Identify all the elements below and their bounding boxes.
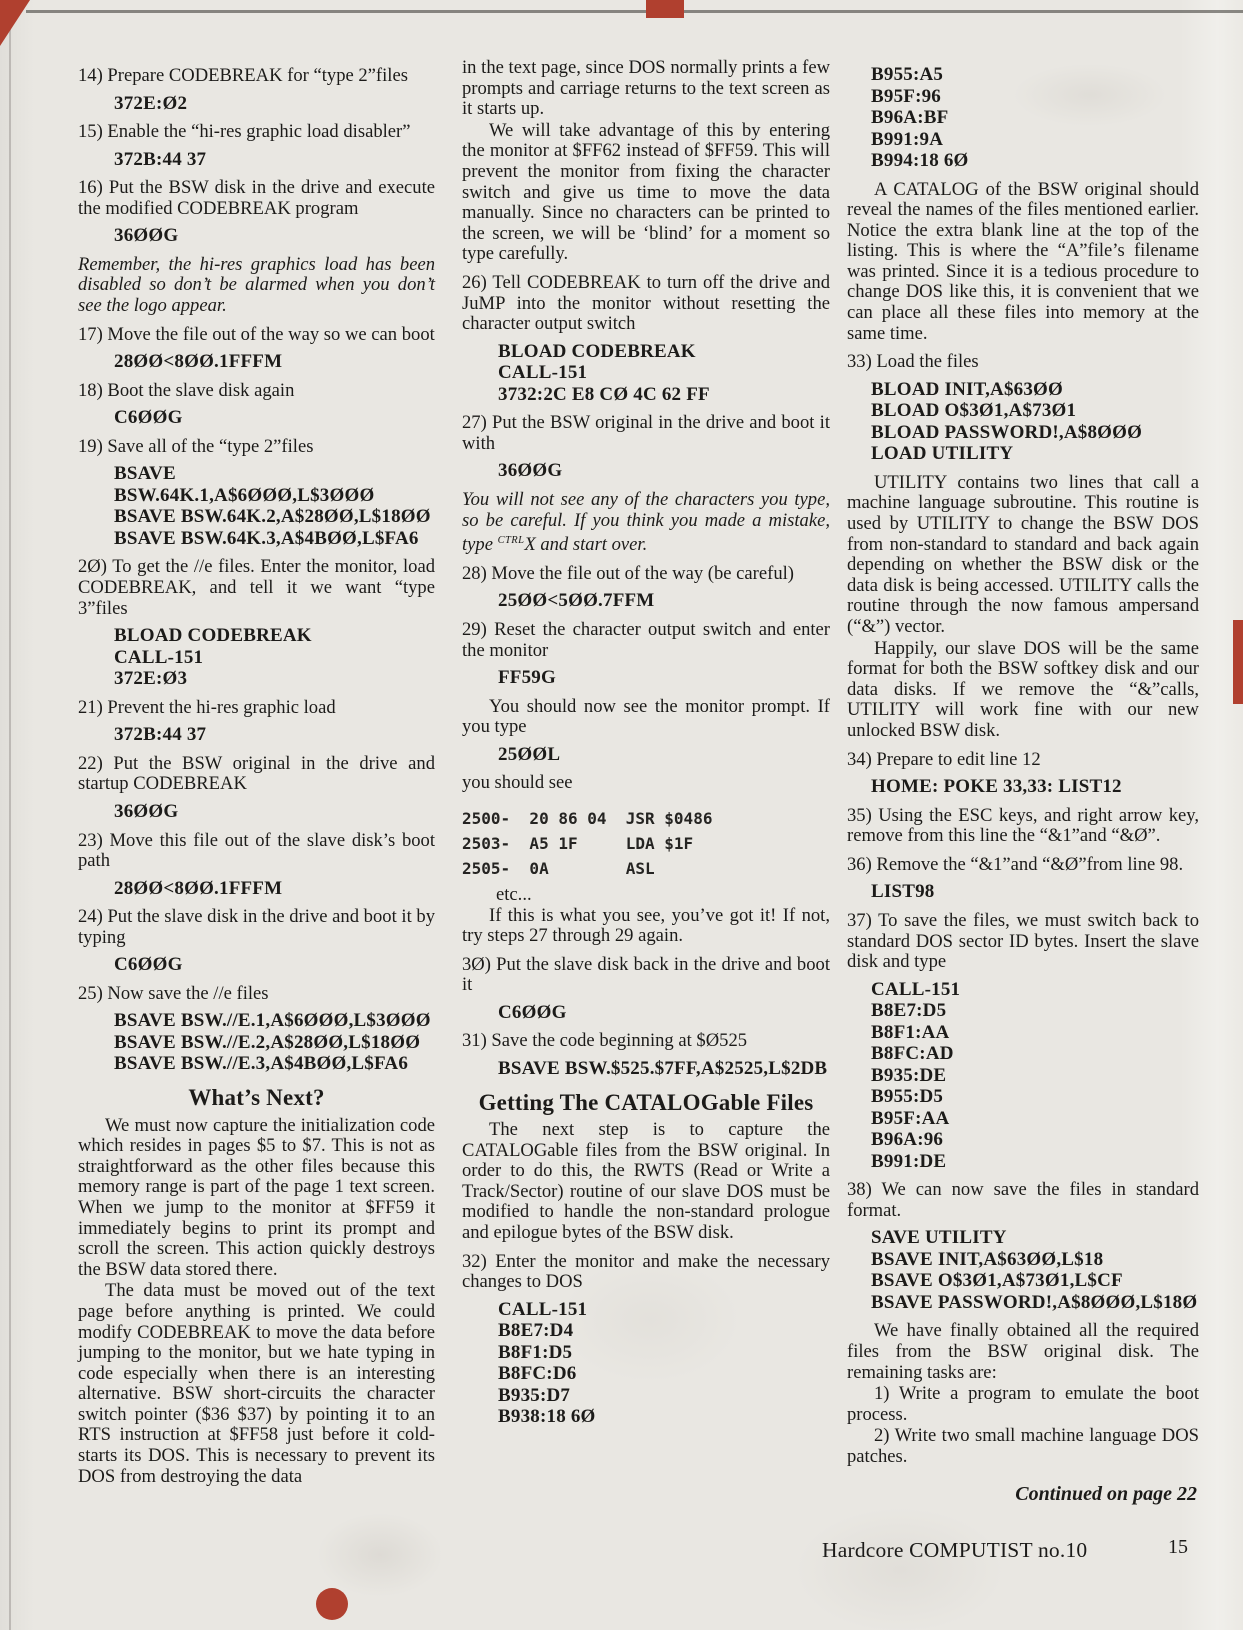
page-number: 15 bbox=[1168, 1536, 1188, 1558]
code-line: C6ØØG bbox=[114, 407, 183, 429]
code-block bbox=[114, 724, 435, 746]
code-line: 28ØØ<8ØØ.1FFFM bbox=[114, 351, 283, 373]
code-line: B8F1:AA bbox=[871, 1021, 950, 1043]
code-line: LOAD UTILITY bbox=[871, 443, 1014, 465]
step-text: 17) Move the file out of the way so we can boot bbox=[78, 323, 435, 345]
code-block bbox=[498, 1299, 830, 1428]
code-line: B994:18 6Ø bbox=[871, 150, 969, 171]
code-line: B938:18 6Ø bbox=[498, 1406, 596, 1428]
code-line: B935:D7 bbox=[498, 1384, 571, 1406]
section-heading: What’s Next? bbox=[188, 1084, 325, 1110]
step-text: 34) Prepare to edit line 12 bbox=[847, 748, 1041, 770]
code-line: B8FC:D6 bbox=[498, 1363, 577, 1385]
step-text: 38) We can now save the files in standard format. bbox=[847, 1179, 1199, 1221]
step-text: 16) Put the BSW disk in the drive and execute the modified CODEBREAK program bbox=[78, 177, 435, 219]
code-block bbox=[498, 667, 830, 689]
step-text: 33) Load the files bbox=[847, 351, 979, 373]
step-text: 25) Now save the //e files bbox=[78, 982, 269, 1004]
code-line: BSAVE O$3Ø1,A$73Ø1,L$CF bbox=[871, 1270, 1123, 1292]
code-line: BLOAD CODEBREAK bbox=[114, 625, 312, 647]
code-line: SAVE UTILITY bbox=[871, 1227, 1007, 1249]
code-block bbox=[498, 744, 830, 766]
code-line: 28ØØ<8ØØ.1FFFM bbox=[114, 877, 283, 899]
step-text: 26) Tell CODEBREAK to turn off the drive and JuMP into the monitor without resetting the character output switch bbox=[462, 271, 830, 335]
step-text: 22) Put the BSW original in the drive and startup CODEBREAK bbox=[78, 752, 435, 795]
code-line: 372E:Ø2 bbox=[114, 92, 188, 114]
step-text: 24) Put the slave disk in the drive and boot it by typing bbox=[78, 906, 435, 948]
code-line: BSAVE BSW.64K.2,A$28ØØ,L$18ØØ bbox=[114, 506, 431, 528]
step-text: 19) Save all of the “type 2”files bbox=[78, 435, 314, 457]
ctrl-key-label: CTRL bbox=[497, 535, 525, 547]
red-edge-mark-bottom-left bbox=[316, 1588, 348, 1620]
red-edge-mark-top bbox=[646, 0, 684, 18]
code-line: B991:DE bbox=[871, 1150, 947, 1172]
code-line: BSAVE BSW.//E.3,A$4BØØ,L$FA6 bbox=[114, 1053, 409, 1075]
code-block bbox=[871, 881, 1199, 903]
code-block bbox=[114, 351, 435, 373]
code-block bbox=[114, 801, 435, 823]
listing-line: 2503- A5 1F LDA $1F bbox=[462, 833, 694, 853]
code-line: C6ØØG bbox=[498, 1001, 567, 1023]
body-paragraph: UTILITY contains two lines that call a machine language subroutine. This routine is used by UTILITY to change the BSW DOS from non-standard to standard and back again depending on whether the BSW disk or the data disk is being accessed. UTILITY calls the routine through the now famous ampersand (“&”) vector. bbox=[847, 471, 1199, 637]
step-text: 15) Enable the “hi-res graphic load disabler” bbox=[78, 121, 411, 143]
body-paragraph: If this is what you see, you’ve got it! If not, try steps 27 through 29 again. bbox=[462, 904, 830, 947]
code-block bbox=[498, 341, 830, 406]
code-line: 36ØØG bbox=[114, 225, 179, 247]
step-text: 3Ø) Put the slave disk back in the drive and boot it bbox=[462, 953, 830, 996]
code-line: BLOAD INIT,A$63ØØ bbox=[871, 378, 1064, 400]
code-line: 36ØØG bbox=[114, 801, 179, 822]
code-block bbox=[114, 954, 435, 976]
step-text: 36) Remove the “&1”and “&Ø”from line 98. bbox=[847, 853, 1184, 875]
page-left-edge bbox=[9, 12, 11, 1630]
body-paragraph: The data must be moved out of the text page before anything is printed. We could modify CODEBREAK to move the data before jumping to the monitor, but we hate typing in code especially when there is an interesting alternative. BSW short-circuits the character switch pointer ($36 $37) by pointing it to an RTS instruction at $FF58 just before it cold-starts its DOS. This is necessary to prevent its DOS from destroying the data bbox=[78, 1280, 435, 1487]
code-line: B8F1:D5 bbox=[498, 1341, 573, 1363]
code-line: BLOAD CODEBREAK bbox=[498, 340, 696, 362]
code-line: 3732:2C E8 CØ 4C 62 FF bbox=[498, 383, 710, 405]
code-line: HOME: POKE 33,33: LIST12 bbox=[871, 776, 1122, 798]
code-line: 25ØØL bbox=[498, 743, 561, 765]
code-block bbox=[498, 590, 830, 612]
body-paragraph: The next step is to capture the CATALOGable files from the BSW original. In order to do this, the RWTS (Read or Write a Track/Sector) routine of our slave DOS must be modified to handle the non-standard prologue and epilogue bytes of the BSW disk. bbox=[462, 1119, 830, 1244]
code-block bbox=[114, 625, 435, 690]
code-line: C6ØØG bbox=[114, 954, 183, 976]
column-2 bbox=[462, 58, 830, 1436]
page-top-edge bbox=[26, 10, 1243, 13]
code-line: B95F:AA bbox=[871, 1107, 950, 1129]
code-block bbox=[871, 64, 1199, 172]
code-line: LIST98 bbox=[871, 881, 935, 903]
code-line: CALL-151 bbox=[114, 646, 204, 668]
body-paragraph: in the text page, since DOS normally prints a few prompts and carriage returns to the text screen as it starts up. bbox=[462, 57, 830, 120]
code-block bbox=[114, 149, 435, 171]
step-text: 32) Enter the monitor and make the necessary changes to DOS bbox=[462, 1250, 830, 1293]
red-corner-mark-top-left bbox=[0, 0, 30, 46]
code-line: CALL-151 bbox=[871, 978, 961, 1000]
code-line: B991:9A bbox=[871, 128, 944, 150]
code-line: BSAVE BSW.$525.$7FF,A$2525,L$2DB bbox=[498, 1058, 828, 1079]
listing-line: 2505- 0A ASL bbox=[462, 858, 655, 878]
code-line: BLOAD O$3Ø1,A$73Ø1 bbox=[871, 400, 1077, 422]
code-line: BSAVE BSW.64K.3,A$4BØØ,L$FA6 bbox=[114, 527, 419, 549]
etc-text: etc... bbox=[496, 883, 532, 905]
listing-line: 2500- 20 86 04 JSR $0486 bbox=[462, 808, 713, 828]
footer-journal-title: Hardcore COMPUTIST no.10 bbox=[822, 1538, 1088, 1562]
code-block bbox=[871, 979, 1199, 1173]
code-line: 36ØØG bbox=[498, 460, 563, 482]
body-paragraph: you should see bbox=[462, 772, 573, 794]
code-line: BLOAD PASSWORD!,A$8ØØØ bbox=[871, 421, 1143, 443]
code-block bbox=[114, 225, 435, 247]
step-text: 28) Move the file out of the way (be careful) bbox=[462, 562, 794, 584]
continued-note: Continued on page 22 bbox=[1015, 1482, 1197, 1505]
code-line: B95F:96 bbox=[871, 85, 942, 107]
code-line: FF59G bbox=[498, 667, 556, 689]
code-line: B96A:96 bbox=[871, 1129, 944, 1151]
body-paragraph: We must now capture the initialization code which resides in pages $5 to $7. This is not as straightforward as the other files because this memory range is part of the page 1 text screen. When we jump to the monitor at $FF59 it immediately begins to print its prompt and scroll the screen. This action quickly destroys the BSW data stored there. bbox=[78, 1114, 435, 1280]
code-block bbox=[114, 93, 435, 115]
step-text: 27) Put the BSW original in the drive and boot it with bbox=[462, 412, 830, 454]
body-paragraph: 1) Write a program to emulate the boot process. bbox=[847, 1383, 1199, 1425]
code-line: B8E7:D4 bbox=[498, 1320, 574, 1342]
code-line: 372E:Ø3 bbox=[114, 668, 188, 690]
code-line: BSAVE BSW.64K.1,A$6ØØØ,L$3ØØØ bbox=[114, 463, 375, 506]
code-block bbox=[114, 407, 435, 429]
code-block bbox=[498, 460, 830, 482]
code-line: 372B:44 37 bbox=[114, 148, 207, 170]
code-line: CALL-151 bbox=[498, 1298, 588, 1320]
code-block bbox=[498, 1058, 830, 1080]
column-1 bbox=[78, 58, 435, 1488]
step-text: 14) Prepare CODEBREAK for “type 2”files bbox=[78, 65, 408, 86]
code-line: BSAVE BSW.//E.2,A$28ØØ,L$18ØØ bbox=[114, 1031, 421, 1053]
body-paragraph: We have finally obtained all the required files from the BSW original disk. The remaining tasks are: bbox=[847, 1320, 1199, 1383]
code-block bbox=[871, 776, 1199, 798]
step-text: 23) Move this file out of the slave disk’s boot path bbox=[78, 829, 435, 872]
code-line: B955:D5 bbox=[871, 1086, 944, 1108]
italic-note: Remember, the hi-res graphics load has been disabled so don’t be alarmed when you don’t see the logo appear. bbox=[78, 253, 435, 317]
step-text: 2Ø) To get the //e files. Enter the monitor, load CODEBREAK, and tell it we want “type 3”files bbox=[78, 556, 435, 619]
body-paragraph: Happily, our slave DOS will be the same format for both the BSW softkey disk and our data disks. If we remove the “&”calls, UTILITY will work fine with our new unlocked BSW disk. bbox=[847, 637, 1199, 741]
code-line: B955:A5 bbox=[871, 64, 944, 85]
step-text: 21) Prevent the hi-res graphic load bbox=[78, 696, 336, 718]
italic-note: You will not see any of the characters you type, so be careful. If you think you made a mistake, type $^{CTRL}$X and start over. bbox=[462, 488, 830, 556]
code-line: B8FC:AD bbox=[871, 1043, 954, 1065]
step-text: 31) Save the code beginning at $Ø525 bbox=[462, 1030, 748, 1052]
code-line: B96A:BF bbox=[871, 107, 949, 128]
body-paragraph: We will take advantage of this by entering the monitor at $FF62 instead of $FF59. This will prevent the monitor from fixing the character switch and give us time to move the data manually. Since no characters can be printed to the screen, we will be ‘blind’ for a moment so type carefully. bbox=[462, 119, 830, 265]
code-block bbox=[871, 1227, 1199, 1313]
code-line: B935:DE bbox=[871, 1064, 947, 1086]
code-block bbox=[114, 463, 435, 549]
code-block bbox=[114, 878, 435, 900]
code-line: BSAVE INIT,A$63ØØ,L$18 bbox=[871, 1248, 1104, 1270]
step-text: 29) Reset the character output switch and enter the monitor bbox=[462, 618, 830, 661]
code-block bbox=[871, 379, 1199, 465]
section-heading: Getting The CATALOGable Files bbox=[478, 1089, 814, 1115]
column-3 bbox=[847, 58, 1199, 1504]
code-line: 25ØØ<5ØØ.7FFM bbox=[498, 590, 655, 612]
step-text: 37) To save the files, we must switch back to standard DOS sector ID bytes. Insert the slave disk and type bbox=[847, 909, 1199, 973]
code-line: BSAVE BSW.//E.1,A$6ØØØ,L$3ØØØ bbox=[114, 1010, 431, 1032]
monitor-listing bbox=[462, 806, 830, 881]
code-line: BSAVE PASSWORD!,A$8ØØØ,L$18Ø bbox=[871, 1291, 1198, 1313]
code-line: B8E7:D5 bbox=[871, 1000, 947, 1022]
code-block bbox=[114, 1010, 435, 1075]
step-text: 35) Using the ESC keys, and right arrow key, remove from this line the “&1”and “&Ø”. bbox=[847, 804, 1199, 847]
code-block bbox=[498, 1002, 830, 1024]
red-edge-mark-right bbox=[1233, 620, 1243, 704]
step-text: 18) Boot the slave disk again bbox=[78, 379, 295, 401]
body-paragraph: A CATALOG of the BSW original should reveal the names of the files mentioned earlier. Notice the extra blank line at the top of the listing. This is where the “A”file’s filename was printed. Since it is a tedious procedure to change DOS like this, it is convenient that we can place all these files into memory at the same time. bbox=[847, 178, 1199, 344]
body-paragraph: You should now see the monitor prompt. If you type bbox=[462, 695, 830, 738]
code-line: CALL-151 bbox=[498, 362, 588, 384]
body-paragraph: 2) Write two small machine language DOS patches. bbox=[847, 1425, 1199, 1467]
code-line: 372B:44 37 bbox=[114, 724, 207, 746]
